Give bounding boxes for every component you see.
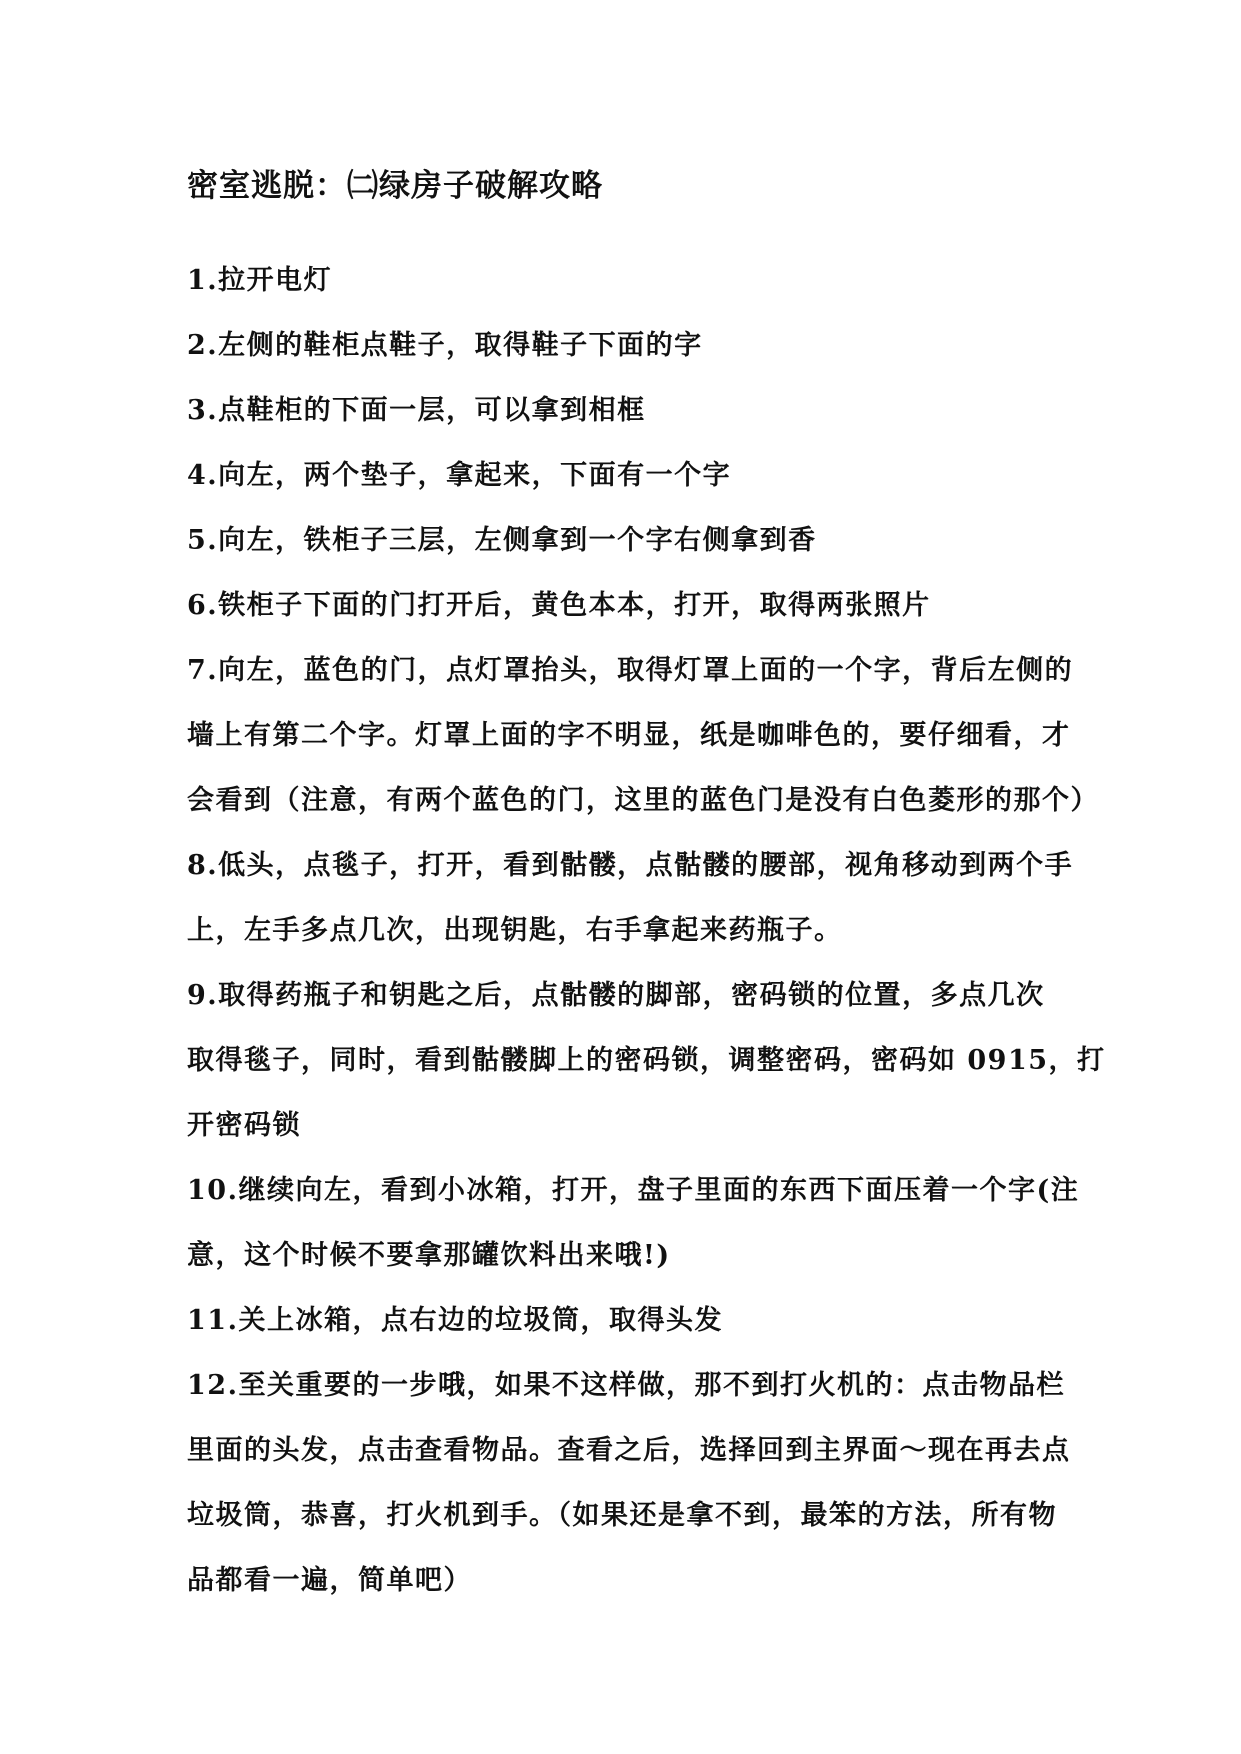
text-line: 10.继续向左，看到小冰箱，打开，盘子里面的东西下面压着一个字(注	[187, 1175, 1080, 1206]
text-line: 意，这个时候不要拿那罐饮料出来哦!)	[187, 1240, 671, 1271]
document-title: 密室逃脱：㈡绿房子破解攻略	[187, 168, 603, 204]
text-line: 6.铁柜子下面的门打开后，黄色本本，打开，取得两张照片	[187, 590, 931, 621]
text-line: 12.至关重要的一步哦，如果不这样做，那不到打火机的：点击物品栏	[187, 1370, 1065, 1401]
text-line: 墙上有第二个字。灯罩上面的字不明显，纸是咖啡色的，要仔细看，才	[187, 720, 1071, 751]
text-line: 1.拉开电灯	[187, 265, 333, 296]
text-line: 5.向左，铁柜子三层，左侧拿到一个字右侧拿到香	[187, 525, 817, 556]
text-line: 开密码锁	[187, 1110, 301, 1141]
steps-body	[187, 258, 1106, 1623]
text-line: 9.取得药瓶子和钥匙之后，点骷髅的脚部，密码锁的位置，多点几次	[187, 980, 1045, 1011]
text-line: 上，左手多点几次，出现钥匙，右手拿起来药瓶子。	[187, 915, 843, 946]
text-line: 取得毯子，同时，看到骷髅脚上的密码锁，调整密码，密码如 0915，打	[187, 1045, 1106, 1076]
text-line: 8.低头，点毯子，打开，看到骷髅，点骷髅的腰部，视角移动到两个手	[187, 850, 1074, 881]
text-line: 4.向左，两个垫子，拿起来，下面有一个字	[187, 460, 732, 491]
text-line: 7.向左，蓝色的门，点灯罩抬头，取得灯罩上面的一个字，背后左侧的	[187, 655, 1074, 686]
text-line: 11.关上冰箱，点右边的垃圾筒，取得头发	[187, 1305, 723, 1336]
text-line: 垃圾筒，恭喜，打火机到手。（如果还是拿不到，最笨的方法，所有物	[187, 1500, 1057, 1531]
text-line: 品都看一遍，简单吧）	[187, 1565, 472, 1596]
text-line: 会看到（注意，有两个蓝色的门，这里的蓝色门是没有白色菱形的那个）	[187, 785, 1099, 816]
text-line: 里面的头发，点击查看物品。查看之后，选择回到主界面～现在再去点	[187, 1435, 1071, 1466]
text-line: 3.点鞋柜的下面一层，可以拿到相框	[187, 395, 646, 426]
text-line: 2.左侧的鞋柜点鞋子，取得鞋子下面的字	[187, 330, 703, 361]
